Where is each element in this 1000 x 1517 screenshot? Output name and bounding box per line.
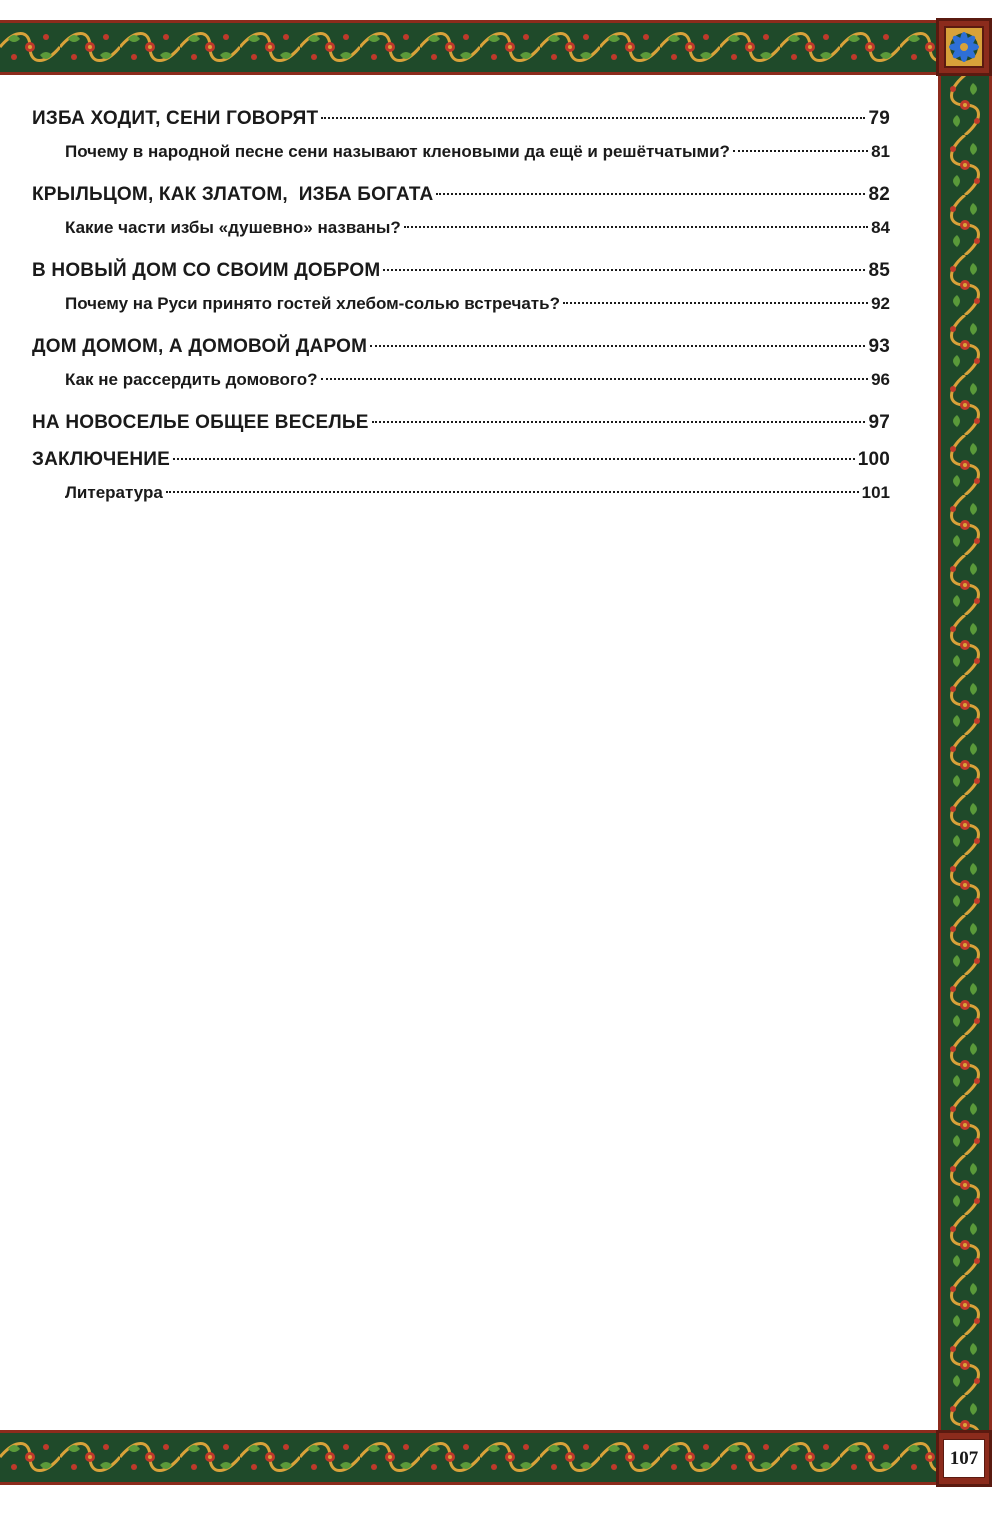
corner-ornament-bottom <box>936 1430 992 1487</box>
toc-dot-leader <box>173 458 855 460</box>
toc-entry-page: 82 <box>868 184 890 205</box>
toc-subentry[interactable] <box>32 136 890 167</box>
toc-entry[interactable] <box>32 443 890 477</box>
blue-flower-icon <box>945 28 983 66</box>
toc-entry-title: ИЗБА ХОДИТ, СЕНИ ГОВОРЯТ <box>32 108 319 129</box>
toc-dot-leader <box>321 378 869 380</box>
toc-subentry-title: Как не рассердить домового? <box>65 370 318 389</box>
toc-subentry-page: 96 <box>871 370 890 389</box>
toc-entry-page: 93 <box>868 336 890 357</box>
toc-subentry[interactable] <box>32 212 890 243</box>
toc-dot-leader <box>436 193 865 195</box>
toc-dot-leader <box>370 345 865 347</box>
toc-dot-leader <box>372 421 866 423</box>
page-number: 107 <box>943 1439 985 1478</box>
toc-subentry[interactable] <box>32 477 890 508</box>
table-of-contents <box>32 102 890 508</box>
toc-entry-page: 79 <box>868 108 890 129</box>
toc-subentry-title: Почему в народной песне сени называют кленовыми да ещё и решётчатыми? <box>65 142 730 161</box>
toc-dot-leader <box>563 302 868 304</box>
toc-subentry-page: 81 <box>871 142 890 161</box>
toc-dot-leader <box>733 150 868 152</box>
toc-entry-page: 85 <box>868 260 890 281</box>
floral-ornament-right-icon <box>941 75 989 1432</box>
toc-entry[interactable] <box>32 178 890 212</box>
toc-dot-leader <box>321 117 865 119</box>
toc-entry-title: ЗАКЛЮЧЕНИЕ <box>32 449 170 470</box>
ornamental-border-right <box>938 75 992 1432</box>
toc-subentry-page: 92 <box>871 294 890 313</box>
toc-entry[interactable] <box>32 406 890 440</box>
floral-ornament-top-icon <box>0 23 938 72</box>
toc-dot-leader <box>166 491 859 493</box>
ornamental-border-bottom <box>0 1430 938 1485</box>
ornamental-border-top <box>0 20 938 75</box>
toc-entry-title: КРЫЛЬЦОМ, КАК ЗЛАТОМ, ИЗБА БОГАТА <box>32 184 434 205</box>
toc-entry-title: ДОМ ДОМОМ, А ДОМОВОЙ ДАРОМ <box>32 336 368 357</box>
toc-entry[interactable] <box>32 330 890 364</box>
corner-ornament-top <box>936 18 992 76</box>
toc-entry-title: НА НОВОСЕЛЬЕ ОБЩЕЕ ВЕСЕЛЬЕ <box>32 412 369 433</box>
toc-entry-page: 97 <box>868 412 890 433</box>
toc-entry-title: В НОВЫЙ ДОМ СО СВОИМ ДОБРОМ <box>32 260 381 281</box>
toc-subentry-page: 101 <box>861 483 890 502</box>
toc-subentry-title: Какие части избы «душевно» названы? <box>65 218 401 237</box>
floral-ornament-bottom-icon <box>0 1433 938 1482</box>
toc-subentry[interactable] <box>32 364 890 395</box>
toc-subentry-title: Литература <box>65 483 163 502</box>
toc-dot-leader <box>383 269 865 271</box>
toc-entry-page: 100 <box>857 449 890 470</box>
toc-subentry-title: Почему на Руси принято гостей хлебом-солью встречать? <box>65 294 560 313</box>
toc-subentry[interactable] <box>32 288 890 319</box>
toc-dot-leader <box>404 226 868 228</box>
toc-entry[interactable] <box>32 102 890 136</box>
toc-subentry-page: 84 <box>871 218 890 237</box>
toc-entry[interactable] <box>32 254 890 288</box>
